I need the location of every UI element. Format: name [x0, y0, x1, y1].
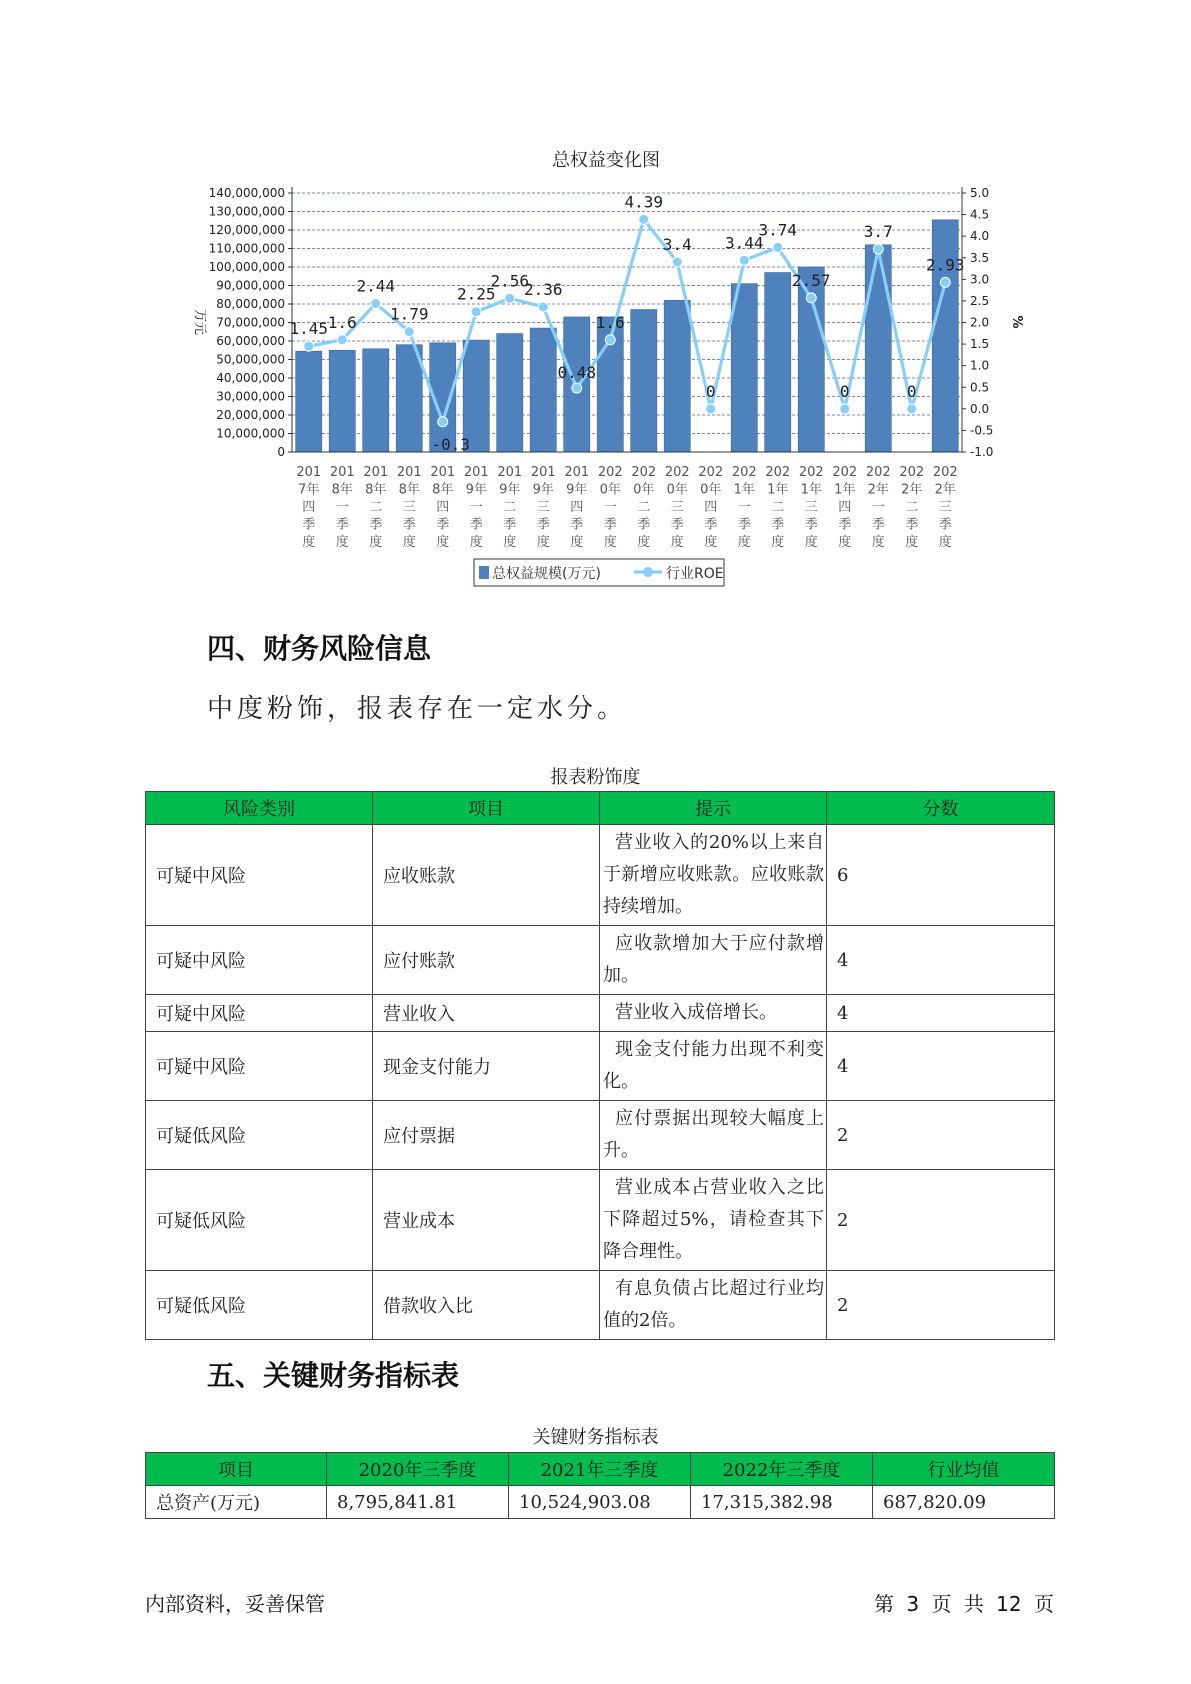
risk-item: 营业成本 [373, 1170, 600, 1271]
chart-bar [396, 345, 422, 452]
x-tick-label: 季 [838, 517, 852, 533]
roe-point [538, 302, 548, 312]
y2-tick-label: 1.5 [970, 337, 990, 352]
y-tick-label: 140,000,000 [208, 186, 285, 200]
y-tick-label: 10,000,000 [216, 426, 285, 441]
x-tick-label: 202 [597, 465, 623, 480]
header-score: 分数 [827, 792, 1055, 825]
chart-bar [363, 349, 389, 452]
roe-data-label: 2.25 [456, 284, 496, 304]
x-tick-label: 季 [369, 517, 383, 533]
x-tick-label: 度 [402, 535, 416, 550]
kpi-table-caption: 关键财务指标表 [532, 1427, 659, 1448]
x-tick-label: 季 [570, 517, 584, 533]
kpi-header-2021: 2021年三季度 [509, 1453, 691, 1486]
x-tick-label: 1年 [800, 482, 822, 498]
section5-heading: 五、关键财务指标表 [207, 1359, 460, 1392]
x-tick-label: 202 [832, 465, 858, 480]
x-tick-label: 201 [363, 465, 389, 480]
x-tick-label: 202 [765, 465, 791, 480]
x-tick-label: 度 [704, 535, 718, 550]
x-tick-label: 度 [436, 535, 450, 550]
kpi-table [145, 1452, 1055, 1519]
x-tick-label: 202 [798, 465, 824, 480]
x-tick-label: 三 [402, 500, 416, 515]
y-tick-label: 0 [277, 445, 285, 459]
x-tick-label: 201 [396, 465, 422, 480]
x-tick-label: 季 [436, 517, 450, 533]
risk-score: 2 [827, 1271, 1055, 1340]
roe-point [605, 335, 615, 345]
y2-tick-label: 5.0 [970, 186, 990, 200]
x-tick-label: 度 [670, 535, 684, 550]
y-tick-label: 80,000,000 [216, 297, 285, 311]
risk-score: 4 [827, 995, 1055, 1032]
risk-category: 可疑中风险 [146, 926, 373, 995]
roe-data-label: 0 [705, 381, 716, 401]
risk-tip: 现金支付能力出现不利变化。 [600, 1032, 827, 1101]
x-tick-label: 一 [737, 500, 751, 515]
roe-data-label: 1.79 [389, 304, 429, 324]
y2-tick-label: 0.5 [970, 380, 990, 395]
risk-row [146, 1170, 1055, 1271]
roe-data-label: 2.56 [490, 271, 530, 291]
risk-category: 可疑中风险 [146, 995, 373, 1032]
roe-data-label: 2.93 [925, 255, 965, 275]
x-tick-label: 三 [804, 500, 818, 515]
x-tick-label: 一 [871, 500, 885, 515]
chart-bar [631, 310, 657, 452]
x-tick-label: 季 [637, 517, 651, 533]
risk-item: 现金支付能力 [373, 1032, 600, 1101]
risk-category: 可疑低风险 [146, 1101, 373, 1170]
roe-point [940, 277, 950, 287]
y2-tick-label: 3.0 [970, 272, 990, 287]
risk-category: 可疑中风险 [146, 1032, 373, 1101]
roe-point [672, 257, 682, 267]
risk-tip: 应收款增加大于应付款增加。 [600, 926, 827, 995]
risk-tip: 营业成本占营业收入之比下降超过5%，请检查其下降合理性。 [600, 1170, 827, 1271]
kpi-item: 总资产(万元) [146, 1486, 327, 1519]
x-tick-label: 202 [731, 465, 757, 480]
x-tick-label: 季 [302, 517, 316, 533]
roe-data-label: 1.6 [327, 312, 357, 332]
legend-bar-swatch [479, 566, 489, 579]
x-tick-label: 度 [838, 535, 852, 550]
x-tick-label: 9年 [499, 482, 521, 498]
y2-axis-title: % [1009, 315, 1024, 329]
y2-tick-label: 2.0 [970, 315, 990, 330]
x-tick-label: 度 [804, 535, 818, 550]
x-tick-label: 季 [737, 517, 751, 533]
y-tick-label: 20,000,000 [216, 408, 285, 422]
x-tick-label: 三 [536, 500, 550, 515]
roe-data-label: 3.7 [863, 222, 893, 242]
x-tick-label: 一 [335, 500, 349, 515]
y-tick-label: 40,000,000 [216, 371, 285, 385]
risk-row [146, 1271, 1055, 1340]
x-tick-label: 201 [530, 465, 556, 480]
x-tick-label: 三 [670, 500, 684, 515]
roe-point [840, 404, 850, 414]
roe-point [304, 341, 314, 351]
x-tick-label: 202 [698, 465, 724, 480]
x-tick-label: 季 [503, 517, 517, 533]
x-tick-label: 四 [704, 500, 718, 515]
x-tick-label: 1年 [834, 482, 856, 498]
chart-bar [731, 284, 757, 452]
y2-tick-label: 4.5 [970, 207, 990, 222]
risk-table [145, 791, 1055, 1340]
y2-tick-label: 0.0 [970, 401, 990, 416]
x-tick-label: 0年 [599, 482, 621, 498]
kpi-header-2020: 2020年三季度 [327, 1453, 509, 1486]
legend-line-label: 行业ROE [666, 566, 724, 582]
x-tick-label: 2年 [901, 482, 923, 498]
kpi-header-industry: 行业均值 [873, 1453, 1055, 1486]
y-tick-label: 60,000,000 [216, 334, 285, 348]
y-tick-label: 100,000,000 [208, 260, 285, 274]
x-tick-label: 201 [430, 465, 456, 480]
y2-tick-label: 1.0 [970, 358, 990, 373]
x-tick-label: 202 [865, 465, 891, 480]
footer-confidential: 内部资料，妥善保管 [145, 1592, 325, 1616]
risk-category: 可疑中风险 [146, 825, 373, 926]
x-tick-label: 0年 [700, 482, 722, 498]
risk-item: 借款收入比 [373, 1271, 600, 1340]
risk-score: 4 [827, 1032, 1055, 1101]
x-tick-label: 季 [603, 517, 617, 533]
risk-row [146, 1032, 1055, 1101]
roe-point [873, 244, 883, 254]
roe-point [639, 214, 649, 224]
header-category: 风险类别 [146, 792, 373, 825]
x-tick-label: 7年 [298, 482, 320, 498]
chart-bar [664, 300, 690, 452]
y-tick-label: 130,000,000 [208, 204, 285, 219]
roe-data-label: 0 [906, 381, 917, 401]
roe-data-label: 0.48 [557, 363, 597, 383]
x-tick-label: 三 [938, 500, 952, 515]
x-tick-label: 二 [905, 500, 919, 515]
y-tick-label: 70,000,000 [216, 315, 285, 330]
risk-table-header [146, 792, 1055, 825]
x-tick-label: 度 [302, 535, 316, 550]
y-tick-label: 30,000,000 [216, 389, 285, 404]
roe-point [505, 293, 515, 303]
x-tick-label: 季 [670, 517, 684, 533]
x-tick-label: 一 [603, 500, 617, 515]
x-tick-label: 度 [469, 535, 483, 550]
roe-point [572, 383, 582, 393]
roe-data-label: -0.3 [431, 434, 471, 454]
x-tick-label: 度 [871, 535, 885, 550]
risk-tip: 营业收入的20%以上来自于新增应收账款。应收账款持续增加。 [600, 825, 827, 926]
x-tick-label: 201 [463, 465, 489, 480]
y2-tick-label: 4.0 [970, 229, 990, 244]
y2-tick-label: -1.0 [970, 445, 994, 459]
kpi-value: 10,524,903.08 [509, 1486, 691, 1519]
x-tick-label: 201 [497, 465, 523, 480]
x-tick-label: 202 [664, 465, 690, 480]
y2-tick-label: 2.5 [970, 293, 990, 308]
chart-title: 总权益变化图 [552, 150, 660, 171]
x-tick-label: 8年 [331, 482, 353, 498]
roe-data-label: 3.4 [662, 235, 692, 255]
x-tick-label: 9年 [465, 482, 487, 498]
section4-heading: 四、财务风险信息 [207, 632, 432, 665]
y-tick-label: 110,000,000 [208, 241, 285, 256]
x-tick-label: 201 [329, 465, 355, 480]
risk-row [146, 1101, 1055, 1170]
x-tick-label: 2年 [934, 482, 956, 498]
x-tick-label: 0年 [633, 482, 655, 498]
roe-point [404, 327, 414, 337]
x-tick-label: 度 [771, 535, 785, 550]
roe-point [739, 255, 749, 265]
x-tick-label: 季 [905, 517, 919, 533]
x-tick-label: 度 [503, 535, 517, 550]
risk-tip: 应付票据出现较大幅度上升。 [600, 1101, 827, 1170]
kpi-table-header [146, 1453, 1055, 1486]
x-tick-label: 1年 [733, 482, 755, 498]
x-tick-label: 季 [402, 517, 416, 533]
risk-score: 2 [827, 1170, 1055, 1271]
risk-row [146, 926, 1055, 995]
x-tick-label: 二 [369, 500, 383, 515]
risk-score: 2 [827, 1101, 1055, 1170]
x-tick-label: 度 [570, 535, 584, 550]
x-tick-label: 201 [296, 465, 322, 480]
kpi-value: 17,315,382.98 [691, 1486, 873, 1519]
y-tick-label: 120,000,000 [208, 223, 285, 237]
x-tick-label: 四 [302, 500, 316, 515]
x-tick-label: 度 [737, 535, 751, 550]
x-tick-label: 季 [871, 517, 885, 533]
header-tip: 提示 [600, 792, 827, 825]
x-tick-label: 202 [932, 465, 958, 480]
kpi-row [146, 1486, 1055, 1519]
x-tick-label: 9年 [566, 482, 588, 498]
risk-summary: 中度粉饰，报表存在一定水分。 [207, 694, 628, 724]
x-tick-label: 四 [570, 500, 584, 515]
x-tick-label: 度 [335, 535, 349, 550]
chart-bar [865, 245, 891, 452]
chart-bar [329, 350, 355, 452]
chart-bar [497, 334, 523, 452]
risk-item: 应付票据 [373, 1101, 600, 1170]
x-tick-label: 度 [536, 535, 550, 550]
x-tick-label: 201 [564, 465, 590, 480]
footer-page-number: 第 3 页 共 12 页 [874, 1592, 1054, 1616]
risk-score: 6 [827, 825, 1055, 926]
x-tick-label: 季 [771, 517, 785, 533]
kpi-header-item: 项目 [146, 1453, 327, 1486]
x-tick-label: 四 [838, 500, 852, 515]
roe-data-label: 4.39 [624, 192, 664, 212]
chart-bar [296, 351, 322, 452]
x-tick-label: 一 [469, 500, 483, 515]
y-tick-label: 50,000,000 [216, 352, 285, 367]
x-tick-label: 二 [503, 500, 517, 515]
x-tick-label: 8年 [398, 482, 420, 498]
legend-line-marker [643, 567, 653, 577]
roe-point [471, 307, 481, 317]
x-tick-label: 2年 [867, 482, 889, 498]
header-item: 项目 [373, 792, 600, 825]
roe-data-label: 3.74 [758, 220, 798, 240]
x-tick-label: 季 [536, 517, 550, 533]
risk-category: 可疑低风险 [146, 1271, 373, 1340]
x-tick-label: 度 [938, 535, 952, 550]
risk-score: 4 [827, 926, 1055, 995]
roe-data-label: 2.44 [356, 276, 396, 296]
x-tick-label: 季 [804, 517, 818, 533]
roe-point [706, 404, 716, 414]
x-tick-label: 二 [771, 500, 785, 515]
chart-bar [530, 328, 556, 452]
roe-data-label: 3.44 [724, 233, 764, 253]
x-tick-label: 度 [369, 535, 383, 550]
x-tick-label: 9年 [532, 482, 554, 498]
risk-row [146, 825, 1055, 926]
x-tick-label: 8年 [365, 482, 387, 498]
roe-point [806, 293, 816, 303]
risk-table-caption: 报表粉饰度 [550, 767, 641, 788]
kpi-value: 8,795,841.81 [327, 1486, 509, 1519]
roe-data-label: 1.45 [289, 319, 329, 339]
y-axis-title: 万元 [192, 308, 207, 336]
risk-item: 营业收入 [373, 995, 600, 1032]
x-tick-label: 季 [335, 517, 349, 533]
risk-item: 应收账款 [373, 825, 600, 926]
x-tick-label: 度 [603, 535, 617, 550]
risk-tip: 有息负债占比超过行业均值的2倍。 [600, 1271, 827, 1340]
x-tick-label: 季 [704, 517, 718, 533]
roe-point [773, 242, 783, 252]
roe-point [337, 335, 347, 345]
x-tick-label: 8年 [432, 482, 454, 498]
roe-data-label: 0 [839, 381, 850, 401]
equity-chart [0, 0, 1191, 600]
x-tick-label: 202 [631, 465, 657, 480]
kpi-header-2022: 2022年三季度 [691, 1453, 873, 1486]
roe-data-label: 1.6 [595, 312, 625, 332]
risk-category: 可疑低风险 [146, 1170, 373, 1271]
chart-bar [765, 273, 791, 452]
legend-bar-label: 总权益规模(万元) [492, 566, 601, 582]
risk-tip: 营业收入成倍增长。 [600, 995, 827, 1032]
x-tick-label: 度 [905, 535, 919, 550]
y2-tick-label: -0.5 [970, 423, 994, 438]
x-tick-label: 202 [899, 465, 925, 480]
x-tick-label: 四 [436, 500, 450, 515]
x-tick-label: 季 [938, 517, 952, 533]
roe-data-label: 2.36 [523, 279, 563, 299]
x-tick-label: 度 [637, 535, 651, 550]
x-tick-label: 季 [469, 517, 483, 533]
roe-point [907, 404, 917, 414]
y-tick-label: 90,000,000 [216, 278, 285, 293]
x-tick-label: 二 [637, 500, 651, 515]
kpi-value: 687,820.09 [873, 1486, 1055, 1519]
risk-item: 应付账款 [373, 926, 600, 995]
risk-row [146, 995, 1055, 1032]
roe-data-label: 2.57 [791, 270, 831, 290]
x-tick-label: 0年 [666, 482, 688, 498]
chart-legend [474, 559, 724, 586]
roe-point [371, 299, 381, 309]
x-tick-label: 1年 [767, 482, 789, 498]
roe-point [438, 417, 448, 427]
y2-tick-label: 3.5 [970, 250, 990, 265]
